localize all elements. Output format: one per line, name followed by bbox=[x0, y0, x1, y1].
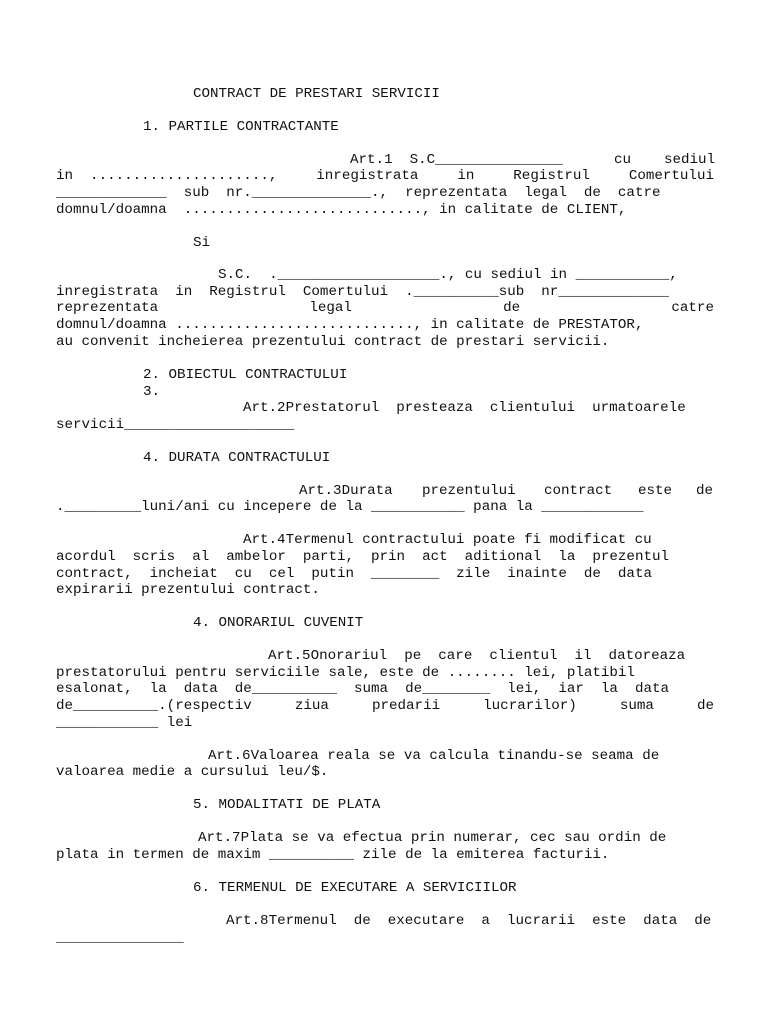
party2-line5: au convenit incheierea prezentului contract de prestari servicii. bbox=[56, 334, 610, 350]
art3-line1-b: prezentului bbox=[422, 483, 516, 499]
section-heading-object: 2. OBIECTUL CONTRACTULUI bbox=[143, 367, 348, 383]
art3-line1-c: contract bbox=[544, 483, 613, 499]
art5-line1: Art.5Onorariul pe care clientul il datoreaza bbox=[268, 648, 686, 664]
art8-line2: _______________ bbox=[56, 930, 184, 946]
art4-line1: Art.4Termenul contractului poate fi modificat cu bbox=[243, 532, 652, 548]
art5-line3: esalonat, la data de__________ suma de________ lei, iar la data bbox=[56, 681, 669, 697]
art5-line5: ____________ lei bbox=[56, 715, 193, 731]
art1-line2-c: in bbox=[457, 168, 475, 184]
art5-line4-d: lucrarilor) bbox=[483, 698, 577, 714]
art3-line1-d: este bbox=[638, 483, 673, 499]
art4-line3: contract, incheiat cu cel putin ________ zile inainte de data bbox=[56, 566, 652, 582]
party2-line3-a: reprezentata bbox=[56, 300, 159, 316]
art7-line1: Art.7Plata se va efectua prin numerar, cec sau ordin de bbox=[198, 830, 667, 846]
section-heading-duration: 4. DURATA CONTRACTULUI bbox=[143, 450, 331, 466]
art5-line4 bbox=[56, 698, 714, 714]
art1-line1-c: sediul bbox=[664, 152, 716, 168]
party2-line3-d: catre bbox=[671, 300, 714, 316]
party2-line2: inregistrata in Registrul Comertului .__________sub nr_____________ bbox=[56, 284, 669, 300]
art1-line1-a: Art.1 S.C_______________ bbox=[350, 152, 563, 168]
art5-line4-b: ziua bbox=[294, 698, 329, 714]
art1-line3: _____________ sub nr.______________., reprezentata legal de catre bbox=[56, 185, 661, 201]
party2-line3-b: legal bbox=[309, 300, 352, 316]
art5-line4-f: de bbox=[696, 698, 714, 714]
art6-line1: Art.6Valoarea reala se va calcula tinandu-se seama de bbox=[208, 748, 660, 764]
art5-line2: prestatorului pentru serviciile sale, este de ........ lei, platibil bbox=[56, 665, 635, 681]
section-heading-fee: 4. ONORARIUL CUVENIT bbox=[193, 615, 364, 631]
party2-line3-c: de bbox=[503, 300, 521, 316]
art1-line4: domnul/doamna ............................, in calitate de CLIENT, bbox=[56, 202, 627, 218]
section-heading-parties: 1. PARTILE CONTRACTANTE bbox=[143, 119, 339, 135]
art2-line1: Art.2Prestatorul presteaza clientului urmatoarele bbox=[243, 400, 686, 416]
art1-line2 bbox=[56, 168, 714, 184]
art6-line2: valoarea medie a cursului leu/$. bbox=[56, 764, 329, 780]
art8-line1: Art.8Termenul de executare a lucrarii este data de bbox=[226, 913, 712, 929]
art1-line2-e: Comertului bbox=[628, 168, 714, 184]
party2-line4: domnul/doamna ............................, in calitate de PRESTATOR, bbox=[56, 317, 644, 333]
art3-line2: ._________luni/ani cu incepere de la ___________ pana la ____________ bbox=[56, 499, 644, 515]
si-label: Si bbox=[193, 235, 211, 251]
art1-line2-d: Registrul bbox=[513, 168, 590, 184]
art1-line1-b: cu bbox=[614, 152, 632, 168]
section-heading-payment: 5. MODALITATI DE PLATA bbox=[193, 797, 381, 813]
art4-line4: expirarii prezentului contract. bbox=[56, 582, 320, 598]
art3-line1-a: Art.3Durata bbox=[299, 483, 393, 499]
document-title: CONTRACT DE PRESTARI SERVICII bbox=[193, 86, 440, 102]
art5-line4-c: predarii bbox=[371, 698, 441, 714]
art5-line4-e: suma bbox=[619, 698, 654, 714]
art3-line1-e: de bbox=[696, 483, 714, 499]
art5-line4-a: de__________.(respectiv bbox=[56, 698, 252, 714]
art1-line2-a: in ....................., bbox=[56, 168, 278, 184]
party2-line1: S.C. .___________________., cu sediul in ___________, bbox=[218, 267, 678, 283]
section-heading-execution: 6. TERMENUL DE EXECUTARE A SERVICIILOR bbox=[193, 880, 517, 896]
art2-line2: servicii____________________ bbox=[56, 417, 295, 433]
art1-line2-b: inregistrata bbox=[316, 168, 419, 184]
art4-line2: acordul scris al ambelor parti, prin act aditional la prezentul bbox=[56, 549, 669, 565]
party2-line3 bbox=[56, 300, 714, 316]
art7-line2: plata in termen de maxim __________ zile de la emiterea facturii. bbox=[56, 847, 610, 863]
section-number-3: 3. bbox=[143, 384, 161, 400]
